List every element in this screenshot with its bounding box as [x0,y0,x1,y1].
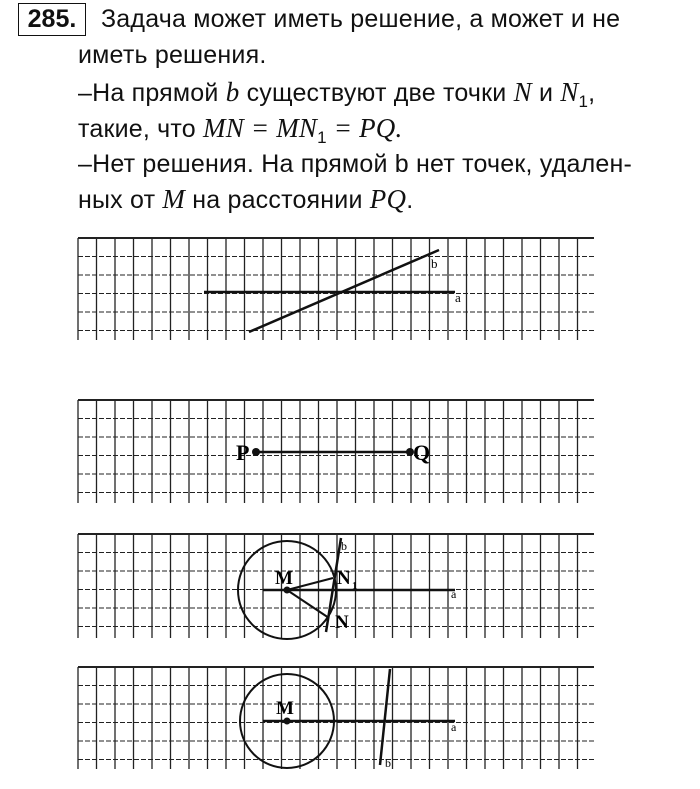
label-b: b [341,539,347,553]
text-fragment: и [531,79,561,107]
text-fragment: . [406,186,414,214]
label-n1: N [337,568,351,589]
text-fragment: на расстоянии [185,186,370,214]
label-m: M [276,698,294,719]
text-line-2: иметь решения. [78,41,267,69]
var-N1: N [560,77,579,107]
text-fragment: , [588,79,596,107]
label-a: a [455,290,461,305]
var-M: M [162,184,186,214]
text-fragment: –На прямой [78,79,226,107]
text-fragment: существуют две точки [239,79,514,107]
var-N: N [513,77,532,107]
text-line-4 [78,113,402,153]
label-a: a [451,720,457,734]
text-line-5: –Нет решения. На прямой b нет точек, удален- [78,150,632,178]
subscript: 1 [317,128,327,147]
equation: MN = MN [203,113,318,143]
label-b: b [431,256,438,271]
text-line-1: Задача может иметь решение, а может и не [101,5,621,33]
label-n: N [335,612,349,633]
point-p [252,448,260,456]
figure-no-solution [0,665,700,775]
equation-rest: = PQ. [326,113,403,143]
var-PQ: PQ [369,184,407,214]
text-line-6 [78,184,413,215]
label-m: M [275,568,293,589]
subscript: 1 [578,92,589,111]
figure-two-solutions [0,532,700,642]
text-line-3 [78,77,595,117]
figure-intersecting-lines [0,236,700,346]
radius-mn1 [287,578,333,590]
radius-mn [287,590,329,618]
figure-segment-pq [0,397,700,507]
grid [78,667,594,769]
text-fragment: такие, что [78,115,204,143]
problem-number: 285. [18,3,86,36]
text-fragment: ных от [78,186,163,214]
label-q: Q [413,440,431,465]
label-p: P [236,440,250,465]
label-n1-sub: 1 [352,580,358,592]
var-b: b [225,77,240,107]
label-a: a [451,587,457,601]
grid [78,238,594,340]
label-b: b [385,756,391,770]
line-b [380,669,390,765]
